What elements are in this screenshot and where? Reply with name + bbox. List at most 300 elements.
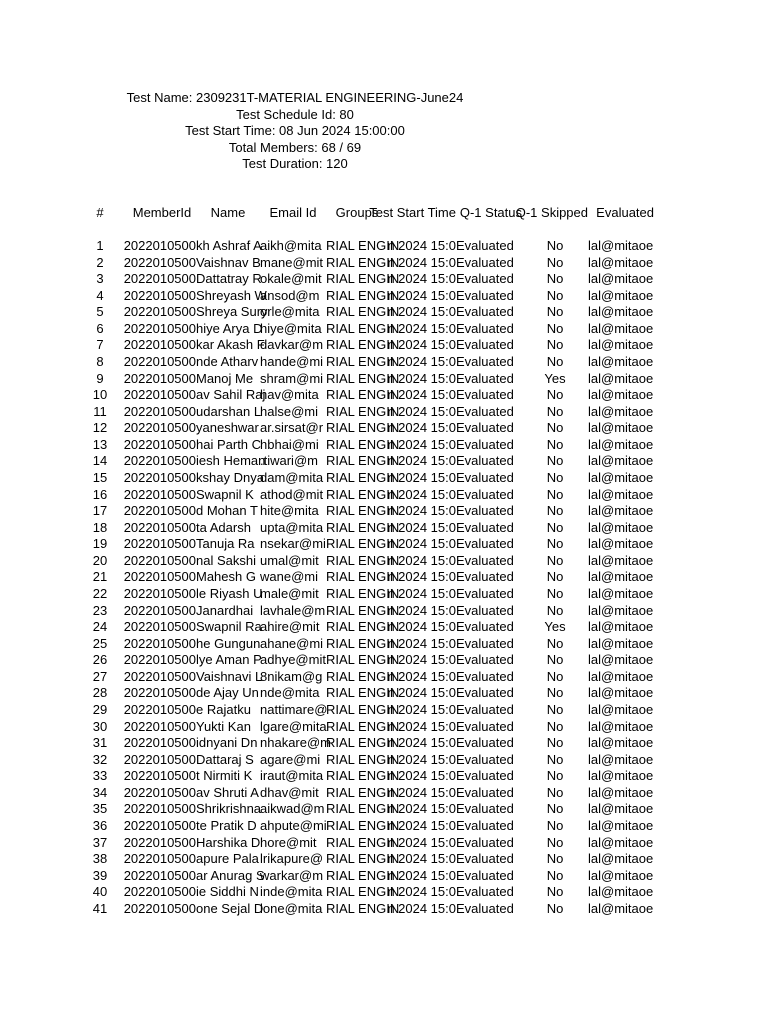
cell-q1-skipped: No bbox=[546, 784, 564, 800]
cell-q1-skipped: No bbox=[546, 403, 564, 419]
cell-email-id: orle@mita bbox=[260, 304, 320, 320]
cell-q1-skipped: No bbox=[546, 817, 564, 833]
column-header-member-id: MemberId bbox=[132, 205, 192, 220]
cell-evaluated-by: lal@mitaoe bbox=[588, 254, 654, 270]
cell-q1-status: Evaluated bbox=[456, 387, 514, 403]
cell-email-id: okale@mit bbox=[260, 271, 322, 287]
cell-test-start-time: n 2024 15:0 bbox=[387, 271, 456, 287]
cell-email-id: mane@mit bbox=[260, 254, 324, 270]
cell-group: RIAL ENGIN bbox=[326, 353, 400, 369]
cell-member-id: 2022010500 bbox=[123, 387, 196, 403]
cell-q1-skipped: No bbox=[546, 238, 564, 253]
cell-member-name: av Sahil Raj bbox=[196, 387, 266, 403]
cell-group: RIAL ENGIN bbox=[326, 602, 400, 618]
cell-member-name: Dattatray R bbox=[196, 271, 262, 287]
cell-q1-skipped: No bbox=[546, 801, 564, 817]
cell-q1-status: Evaluated bbox=[456, 884, 514, 900]
cell-row-number: 26 bbox=[92, 652, 108, 668]
cell-q1-status: Evaluated bbox=[456, 436, 514, 452]
cell-row-number: 1 bbox=[96, 238, 104, 253]
cell-email-id: athod@mit bbox=[260, 486, 324, 502]
cell-member-id: 2022010500 bbox=[123, 353, 196, 369]
cell-q1-skipped: No bbox=[546, 271, 564, 287]
cell-q1-status: Evaluated bbox=[456, 453, 514, 469]
cell-q1-status: Evaluated bbox=[456, 536, 514, 552]
total-members: Total Members: 68 / 69 bbox=[228, 139, 362, 155]
cell-evaluated-by: lal@mitaoe bbox=[588, 304, 654, 320]
cell-email-id: halse@mi bbox=[260, 403, 318, 419]
cell-test-start-time: n 2024 15:0 bbox=[387, 552, 456, 568]
cell-q1-status: Evaluated bbox=[456, 370, 514, 386]
cell-row-number: 16 bbox=[92, 486, 108, 502]
cell-member-id: 2022010500 bbox=[123, 867, 196, 883]
cell-q1-skipped: No bbox=[546, 718, 564, 734]
cell-q1-status: Evaluated bbox=[456, 403, 514, 419]
cell-test-start-time: n 2024 15:0 bbox=[387, 817, 456, 833]
cell-member-name: le Riyash U bbox=[196, 585, 263, 601]
cell-member-id: 2022010500 bbox=[123, 602, 196, 618]
cell-row-number: 35 bbox=[92, 801, 108, 817]
cell-row-number: 11 bbox=[93, 403, 107, 419]
cell-q1-status: Evaluated bbox=[456, 486, 514, 502]
cell-member-id: 2022010500 bbox=[123, 884, 196, 900]
cell-email-id: ar.sirsat@r bbox=[260, 420, 324, 436]
cell-q1-skipped: No bbox=[546, 635, 564, 651]
cell-member-name: nde Atharv bbox=[196, 353, 259, 369]
cell-test-start-time: n 2024 15:0 bbox=[387, 503, 456, 519]
cell-member-name: ie Siddhi N bbox=[196, 884, 259, 900]
cell-q1-status: Evaluated bbox=[456, 851, 514, 867]
cell-email-id: ahane@mi bbox=[260, 635, 324, 651]
cell-group: RIAL ENGIN bbox=[326, 635, 400, 651]
cell-email-id: dhav@mit bbox=[260, 784, 319, 800]
column-header-q1-status: Q-1 Status bbox=[459, 205, 522, 220]
cell-q1-skipped: No bbox=[546, 304, 564, 320]
cell-q1-skipped: No bbox=[546, 552, 564, 568]
cell-member-id: 2022010500 bbox=[123, 735, 196, 751]
cell-group: RIAL ENGIN bbox=[326, 900, 400, 916]
cell-member-id: 2022010500 bbox=[123, 420, 196, 436]
cell-email-id: hav@mita bbox=[260, 387, 319, 403]
cell-q1-status: Evaluated bbox=[456, 602, 514, 618]
cell-member-name: idnyani Dn bbox=[196, 735, 258, 751]
cell-q1-skipped: No bbox=[546, 701, 564, 717]
cell-member-name: Tanuja Ra bbox=[196, 536, 255, 552]
cell-test-start-time: n 2024 15:0 bbox=[387, 768, 456, 784]
cell-q1-status: Evaluated bbox=[456, 503, 514, 519]
cell-q1-status: Evaluated bbox=[456, 337, 514, 353]
cell-member-id: 2022010500 bbox=[123, 254, 196, 270]
cell-q1-skipped: No bbox=[546, 387, 564, 403]
cell-member-id: 2022010500 bbox=[123, 768, 196, 784]
cell-row-number: 18 bbox=[92, 519, 108, 535]
cell-q1-skipped: No bbox=[546, 320, 564, 336]
cell-email-id: nattimare@ bbox=[260, 701, 328, 717]
cell-row-number: 30 bbox=[92, 718, 108, 734]
cell-test-start-time: n 2024 15:0 bbox=[387, 519, 456, 535]
cell-row-number: 14 bbox=[92, 453, 108, 469]
cell-group: RIAL ENGIN bbox=[326, 735, 400, 751]
cell-evaluated-by: lal@mitaoe bbox=[588, 652, 654, 668]
cell-evaluated-by: lal@mitaoe bbox=[588, 519, 654, 535]
cell-test-start-time: n 2024 15:0 bbox=[387, 884, 456, 900]
cell-row-number: 2 bbox=[96, 254, 104, 270]
cell-email-id: hbhai@mi bbox=[260, 436, 319, 452]
cell-group: RIAL ENGIN bbox=[326, 718, 400, 734]
cell-test-start-time: n 2024 15:0 bbox=[387, 900, 456, 916]
cell-email-id: warkar@m bbox=[260, 867, 324, 883]
cell-group: RIAL ENGIN bbox=[326, 569, 400, 585]
cell-row-number: 17 bbox=[92, 503, 108, 519]
cell-member-id: 2022010500 bbox=[123, 619, 196, 635]
cell-member-name: Janardhai bbox=[196, 602, 254, 618]
cell-q1-skipped: No bbox=[546, 735, 564, 751]
cell-q1-skipped: No bbox=[546, 685, 564, 701]
cell-member-name: Swapnil Ra bbox=[196, 619, 262, 635]
cell-email-id: .tiwari@m bbox=[260, 453, 318, 469]
cell-evaluated-by: lal@mitaoe bbox=[588, 602, 654, 618]
cell-evaluated-by: lal@mitaoe bbox=[588, 768, 654, 784]
cell-member-name: te Pratik D bbox=[196, 817, 257, 833]
test-schedule-id: Test Schedule Id: 80 bbox=[236, 106, 354, 122]
cell-q1-skipped: No bbox=[546, 602, 564, 618]
cell-test-start-time: n 2024 15:0 bbox=[387, 784, 456, 800]
column-header-q1-skipped: Q-1 Skipped bbox=[515, 205, 588, 220]
cell-group: RIAL ENGIN bbox=[326, 469, 400, 485]
cell-q1-status: Evaluated bbox=[456, 817, 514, 833]
cell-group: RIAL ENGIN bbox=[326, 552, 400, 568]
cell-evaluated-by: lal@mitaoe bbox=[588, 701, 654, 717]
cell-row-number: 9 bbox=[96, 370, 104, 386]
cell-member-id: 2022010500 bbox=[123, 469, 196, 485]
cell-email-id: ansod@m bbox=[260, 287, 320, 303]
cell-q1-status: Evaluated bbox=[456, 635, 514, 651]
cell-evaluated-by: lal@mitaoe bbox=[588, 851, 654, 867]
cell-test-start-time: n 2024 15:0 bbox=[387, 536, 456, 552]
cell-email-id: hiye@mita bbox=[260, 320, 322, 336]
cell-q1-skipped: Yes bbox=[544, 370, 566, 386]
cell-member-id: 2022010500 bbox=[123, 751, 196, 767]
cell-q1-status: Evaluated bbox=[456, 867, 514, 883]
cell-evaluated-by: lal@mitaoe bbox=[588, 320, 654, 336]
cell-member-id: 2022010500 bbox=[123, 503, 196, 519]
cell-member-id: 2022010500 bbox=[123, 585, 196, 601]
cell-email-id: hore@mit bbox=[260, 834, 317, 850]
column-header-member-name: Name bbox=[210, 205, 246, 220]
cell-q1-status: Evaluated bbox=[456, 585, 514, 601]
cell-evaluated-by: lal@mitaoe bbox=[588, 453, 654, 469]
cell-member-name: Harshika D bbox=[196, 834, 261, 850]
cell-q1-status: Evaluated bbox=[456, 304, 514, 320]
cell-q1-skipped: No bbox=[546, 469, 564, 485]
cell-test-start-time: n 2024 15:0 bbox=[387, 867, 456, 883]
cell-q1-status: Evaluated bbox=[456, 469, 514, 485]
cell-test-start-time: n 2024 15:0 bbox=[387, 635, 456, 651]
cell-member-name: one Sejal D bbox=[196, 900, 264, 916]
cell-test-start-time: n 2024 15:0 bbox=[387, 320, 456, 336]
cell-row-number: 8 bbox=[96, 353, 104, 369]
cell-member-id: 2022010500 bbox=[123, 519, 196, 535]
cell-email-id: lavhale@m bbox=[260, 602, 326, 618]
cell-test-start-time: n 2024 15:0 bbox=[387, 304, 456, 320]
cell-email-id: dam@mita bbox=[260, 469, 324, 485]
cell-test-start-time: n 2024 15:0 bbox=[387, 585, 456, 601]
cell-q1-skipped: No bbox=[546, 536, 564, 552]
cell-member-id: 2022010500 bbox=[123, 569, 196, 585]
cell-group: RIAL ENGIN bbox=[326, 619, 400, 635]
cell-email-id: male@mit bbox=[260, 585, 319, 601]
cell-q1-status: Evaluated bbox=[456, 784, 514, 800]
cell-q1-status: Evaluated bbox=[456, 271, 514, 287]
cell-row-number: 32 bbox=[92, 751, 108, 767]
cell-row-number: 41 bbox=[92, 900, 108, 916]
cell-email-id: hande@mi bbox=[260, 353, 324, 369]
cell-evaluated-by: lal@mitaoe bbox=[588, 685, 654, 701]
cell-test-start-time: n 2024 15:0 bbox=[387, 619, 456, 635]
cell-q1-skipped: No bbox=[546, 751, 564, 767]
cell-evaluated-by: lal@mitaoe bbox=[588, 900, 654, 916]
cell-row-number: 39 bbox=[92, 867, 108, 883]
cell-group: RIAL ENGIN bbox=[326, 801, 400, 817]
cell-test-start-time: n 2024 15:0 bbox=[387, 718, 456, 734]
cell-member-id: 2022010500 bbox=[123, 552, 196, 568]
cell-evaluated-by: lal@mitaoe bbox=[588, 834, 654, 850]
test-duration: Test Duration: 120 bbox=[242, 156, 348, 171]
cell-evaluated-by: lal@mitaoe bbox=[588, 370, 654, 386]
cell-member-name: yaneshwar bbox=[196, 420, 259, 436]
cell-email-id: nhakare@m bbox=[260, 735, 332, 751]
cell-member-id: 2022010500 bbox=[123, 486, 196, 502]
cell-row-number: 5 bbox=[96, 304, 104, 320]
cell-evaluated-by: lal@mitaoe bbox=[588, 884, 654, 900]
cell-q1-status: Evaluated bbox=[456, 668, 514, 684]
cell-member-id: 2022010500 bbox=[123, 238, 196, 253]
cell-test-start-time: n 2024 15:0 bbox=[387, 834, 456, 850]
cell-row-number: 22 bbox=[92, 585, 108, 601]
cell-q1-status: Evaluated bbox=[456, 569, 514, 585]
cell-member-id: 2022010500 bbox=[123, 635, 196, 651]
cell-evaluated-by: lal@mitaoe bbox=[588, 585, 654, 601]
cell-q1-skipped: No bbox=[546, 834, 564, 850]
cell-group: RIAL ENGIN bbox=[326, 254, 400, 270]
cell-evaluated-by: lal@mitaoe bbox=[588, 635, 654, 651]
cell-member-name: Vaishnavi L bbox=[196, 668, 263, 684]
cell-q1-status: Evaluated bbox=[456, 801, 514, 817]
cell-member-id: 2022010500 bbox=[123, 685, 196, 701]
cell-test-start-time: n 2024 15:0 bbox=[387, 238, 456, 253]
cell-email-id: ahpute@mi bbox=[260, 817, 327, 833]
cell-member-id: 2022010500 bbox=[123, 817, 196, 833]
cell-group: RIAL ENGIN bbox=[326, 768, 400, 784]
cell-evaluated-by: lal@mitaoe bbox=[588, 668, 654, 684]
cell-member-name: Vaishnav B bbox=[196, 254, 261, 270]
cell-test-start-time: n 2024 15:0 bbox=[387, 436, 456, 452]
cell-group: RIAL ENGIN bbox=[326, 834, 400, 850]
cell-group: RIAL ENGIN bbox=[326, 403, 400, 419]
cell-email-id: wane@mi bbox=[260, 569, 318, 585]
cell-member-id: 2022010500 bbox=[123, 701, 196, 717]
cell-member-name: udarshan L bbox=[196, 403, 262, 419]
cell-q1-skipped: No bbox=[546, 420, 564, 436]
cell-member-name: t Nirmiti K bbox=[196, 768, 253, 784]
cell-member-id: 2022010500 bbox=[123, 271, 196, 287]
cell-row-number: 4 bbox=[96, 287, 104, 303]
cell-member-name: Shreyash W bbox=[196, 287, 267, 303]
cell-evaluated-by: lal@mitaoe bbox=[588, 420, 654, 436]
cell-member-id: 2022010500 bbox=[123, 536, 196, 552]
cell-test-start-time: n 2024 15:0 bbox=[387, 851, 456, 867]
cell-q1-status: Evaluated bbox=[456, 353, 514, 369]
cell-group: RIAL ENGIN bbox=[326, 817, 400, 833]
cell-row-number: 24 bbox=[92, 619, 108, 635]
cell-member-name: Manoj Me bbox=[196, 370, 254, 386]
cell-q1-skipped: No bbox=[546, 436, 564, 452]
cell-test-start-time: n 2024 15:0 bbox=[387, 668, 456, 684]
cell-member-name: hiye Arya D bbox=[196, 320, 263, 336]
cell-email-id: shram@mi bbox=[260, 370, 324, 386]
cell-email-id: inde@mita bbox=[260, 884, 323, 900]
cell-evaluated-by: lal@mitaoe bbox=[588, 387, 654, 403]
cell-test-start-time: n 2024 15:0 bbox=[387, 469, 456, 485]
cell-email-id: upta@mita bbox=[260, 519, 324, 535]
cell-q1-skipped: No bbox=[546, 668, 564, 684]
cell-member-name: Dattaraj S bbox=[196, 751, 254, 767]
cell-group: RIAL ENGIN bbox=[326, 751, 400, 767]
cell-q1-skipped: No bbox=[546, 652, 564, 668]
cell-q1-status: Evaluated bbox=[456, 519, 514, 535]
cell-member-id: 2022010500 bbox=[123, 337, 196, 353]
cell-email-id: umal@mit bbox=[260, 552, 319, 568]
cell-member-name: nal Sakshi bbox=[196, 552, 256, 568]
cell-q1-status: Evaluated bbox=[456, 652, 514, 668]
cell-email-id: hite@mita bbox=[260, 503, 319, 519]
cell-group: RIAL ENGIN bbox=[326, 370, 400, 386]
cell-evaluated-by: lal@mitaoe bbox=[588, 353, 654, 369]
cell-member-name: de Ajay Un bbox=[196, 685, 259, 701]
cell-q1-status: Evaluated bbox=[456, 685, 514, 701]
cell-test-start-time: n 2024 15:0 bbox=[387, 652, 456, 668]
cell-group: RIAL ENGIN bbox=[326, 238, 400, 253]
cell-q1-status: Evaluated bbox=[456, 287, 514, 303]
cell-q1-status: Evaluated bbox=[456, 900, 514, 916]
cell-member-id: 2022010500 bbox=[123, 834, 196, 850]
cell-evaluated-by: lal@mitaoe bbox=[588, 569, 654, 585]
cell-group: RIAL ENGIN bbox=[326, 503, 400, 519]
cell-evaluated-by: lal@mitaoe bbox=[588, 784, 654, 800]
cell-member-name: kh Ashraf A bbox=[196, 238, 262, 253]
cell-evaluated-by: lal@mitaoe bbox=[588, 735, 654, 751]
cell-row-number: 10 bbox=[92, 387, 108, 403]
cell-member-id: 2022010500 bbox=[123, 851, 196, 867]
cell-email-id: nsekar@mi bbox=[260, 536, 326, 552]
cell-email-id: lone@mita bbox=[260, 900, 323, 916]
cell-group: RIAL ENGIN bbox=[326, 320, 400, 336]
cell-email-id: adhye@mit bbox=[260, 652, 326, 668]
cell-group: RIAL ENGIN bbox=[326, 271, 400, 287]
cell-q1-skipped: No bbox=[546, 519, 564, 535]
cell-group: RIAL ENGIN bbox=[326, 668, 400, 684]
cell-member-name: hai Parth C bbox=[196, 436, 262, 452]
cell-member-id: 2022010500 bbox=[123, 652, 196, 668]
cell-member-name: kar Akash F bbox=[196, 337, 265, 353]
cell-row-number: 36 bbox=[92, 817, 108, 833]
cell-member-name: iesh Heman bbox=[196, 453, 266, 469]
cell-member-id: 2022010500 bbox=[123, 718, 196, 734]
cell-group: RIAL ENGIN bbox=[326, 453, 400, 469]
cell-q1-status: Evaluated bbox=[456, 768, 514, 784]
cell-member-name: kshay Dnya bbox=[196, 469, 264, 485]
cell-group: RIAL ENGIN bbox=[326, 867, 400, 883]
cell-email-id: 8nikam@g bbox=[260, 668, 323, 684]
cell-member-id: 2022010500 bbox=[123, 784, 196, 800]
cell-row-number: 38 bbox=[92, 851, 108, 867]
cell-test-start-time: n 2024 15:0 bbox=[387, 254, 456, 270]
cell-group: RIAL ENGIN bbox=[326, 652, 400, 668]
cell-q1-status: Evaluated bbox=[456, 751, 514, 767]
cell-member-name: he Gungun bbox=[196, 635, 261, 651]
column-header-email-id: Email Id bbox=[269, 205, 317, 220]
cell-q1-skipped: No bbox=[546, 287, 564, 303]
cell-row-number: 25 bbox=[92, 635, 108, 651]
cell-row-number: 19 bbox=[92, 536, 108, 552]
cell-evaluated-by: lal@mitaoe bbox=[588, 469, 654, 485]
cell-test-start-time: n 2024 15:0 bbox=[387, 387, 456, 403]
cell-q1-skipped: No bbox=[546, 851, 564, 867]
cell-email-id: lrikapure@ bbox=[260, 851, 324, 867]
cell-group: RIAL ENGIN bbox=[326, 519, 400, 535]
cell-member-name: e Rajatku bbox=[196, 701, 251, 717]
cell-q1-skipped: No bbox=[546, 569, 564, 585]
cell-group: RIAL ENGIN bbox=[326, 387, 400, 403]
cell-email-id: aikwad@m bbox=[260, 801, 325, 817]
cell-row-number: 12 bbox=[92, 420, 108, 436]
cell-row-number: 33 bbox=[92, 768, 108, 784]
cell-group: RIAL ENGIN bbox=[326, 884, 400, 900]
cell-q1-skipped: No bbox=[546, 453, 564, 469]
cell-q1-skipped: No bbox=[546, 900, 564, 916]
cell-email-id: lgare@mita bbox=[260, 718, 327, 734]
cell-group: RIAL ENGIN bbox=[326, 851, 400, 867]
cell-evaluated-by: lal@mitaoe bbox=[588, 337, 654, 353]
column-header-evaluated-by: Evaluated bbox=[596, 205, 654, 220]
test-name: Test Name: 2309231T-MATERIAL ENGINEERING-June24 bbox=[126, 90, 464, 105]
cell-evaluated-by: lal@mitaoe bbox=[588, 403, 654, 419]
cell-q1-status: Evaluated bbox=[456, 320, 514, 336]
column-header-group: Groups bbox=[335, 205, 379, 220]
cell-member-id: 2022010500 bbox=[123, 436, 196, 452]
cell-test-start-time: n 2024 15:0 bbox=[387, 453, 456, 469]
cell-test-start-time: n 2024 15:0 bbox=[387, 801, 456, 817]
cell-member-name: ar Anurag S bbox=[196, 867, 265, 883]
cell-evaluated-by: lal@mitaoe bbox=[588, 271, 654, 287]
cell-group: RIAL ENGIN bbox=[326, 337, 400, 353]
cell-evaluated-by: lal@mitaoe bbox=[588, 801, 654, 817]
cell-q1-skipped: No bbox=[546, 867, 564, 883]
cell-member-id: 2022010500 bbox=[123, 320, 196, 336]
cell-email-id: agare@mi bbox=[260, 751, 321, 767]
cell-row-number: 20 bbox=[92, 552, 108, 568]
cell-test-start-time: n 2024 15:0 bbox=[387, 602, 456, 618]
cell-q1-skipped: No bbox=[546, 503, 564, 519]
cell-group: RIAL ENGIN bbox=[326, 486, 400, 502]
cell-email-id: iraut@mita bbox=[260, 768, 324, 784]
cell-email-id: davkar@m bbox=[260, 337, 324, 353]
cell-evaluated-by: lal@mitaoe bbox=[588, 552, 654, 568]
cell-evaluated-by: lal@mitaoe bbox=[588, 238, 654, 253]
cell-q1-skipped: No bbox=[546, 353, 564, 369]
cell-q1-skipped: Yes bbox=[544, 619, 566, 635]
cell-row-number: 31 bbox=[92, 735, 108, 751]
